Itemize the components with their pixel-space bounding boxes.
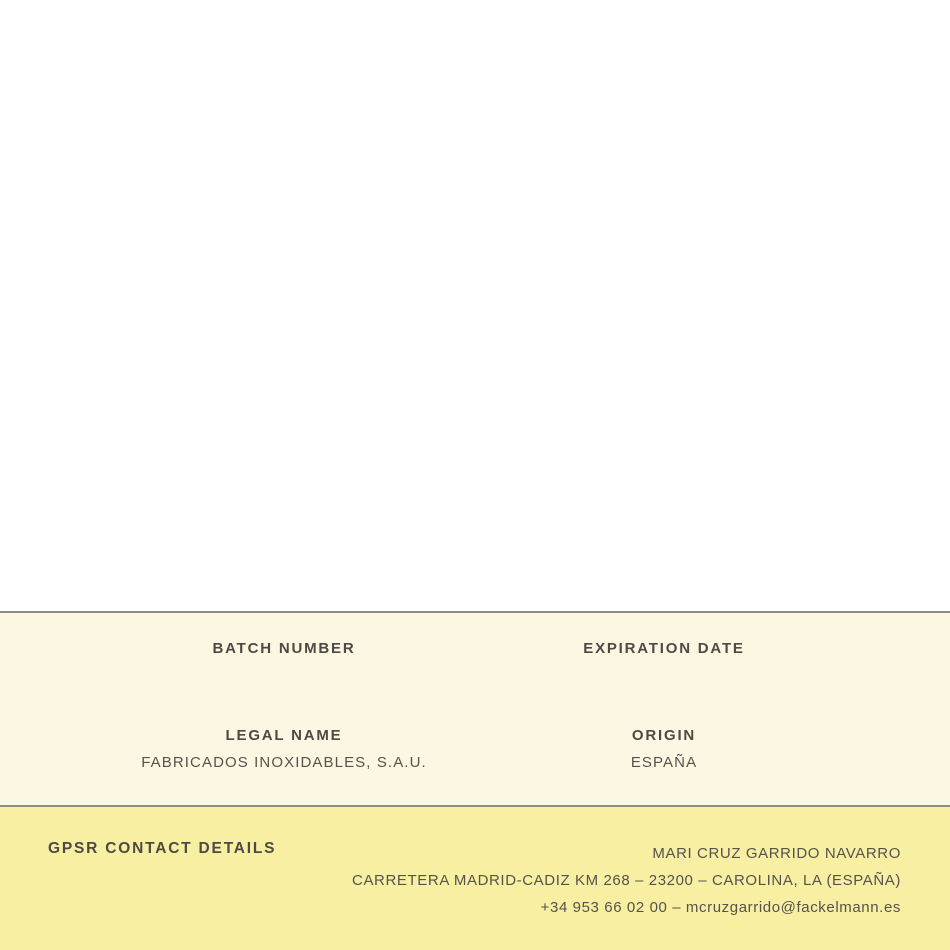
info-column-right: [474, 613, 854, 771]
gpsr-contact-heading: GPSR CONTACT DETAILS: [48, 840, 277, 857]
info-column-left: [94, 613, 474, 771]
legal-name-value: FABRICADOS INOXIDABLES, S.A.U.: [141, 754, 427, 771]
batch-number-label: BATCH NUMBER: [212, 640, 356, 657]
expiration-date-label: EXPIRATION DATE: [583, 640, 745, 657]
info-grid: [94, 613, 854, 771]
contact-phone-email: +34 953 66 02 00 – mcruzgarrido@fackelmann.es: [540, 899, 901, 916]
origin-value: ESPAÑA: [630, 754, 698, 771]
contact-name: MARI CRUZ GARRIDO NAVARRO: [652, 845, 901, 862]
legal-name-label: LEGAL NAME: [225, 727, 343, 744]
product-info-section: [0, 613, 950, 805]
origin-label: ORIGIN: [631, 727, 697, 744]
contact-details-block: [352, 840, 901, 921]
gpsr-contact-section: [0, 807, 950, 950]
contact-address: CARRETERA MADRID-CADIZ KM 268 – 23200 – CAROLINA, LA (ESPAÑA): [352, 872, 901, 889]
